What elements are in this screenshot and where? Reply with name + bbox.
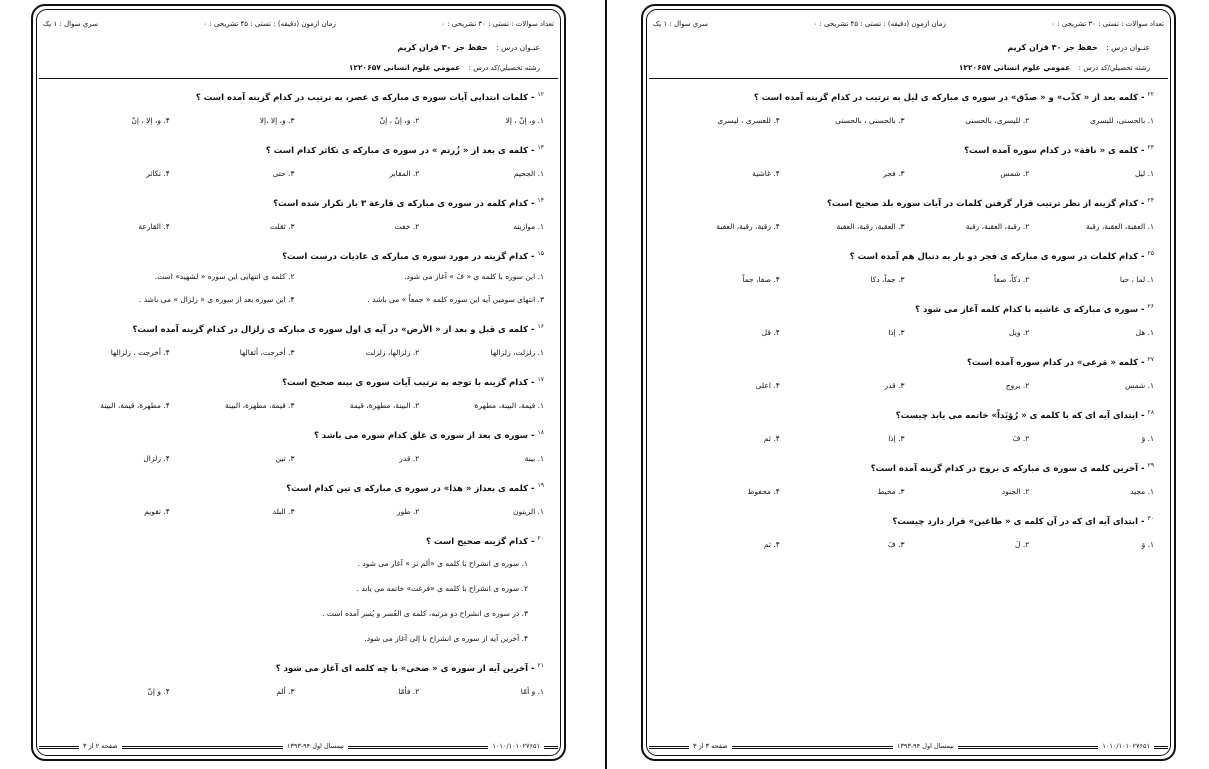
question-text: کلمه ی قبل و بعد از « الأرض» در آیه ی اول سوره ی مبارکه ی زلزال در کدام گزینه آمده است؟ xyxy=(132,324,529,335)
option-1[interactable]: ۱. بالحسنی، للیسری xyxy=(1089,116,1154,125)
num-questions: تعداد سوالات : تستی : ۳۰ تشریحی : ۰ xyxy=(441,20,554,28)
question-23: $^{۲۳}$- کلمه ی « ناقة» در کدام سوره آمده است؟ ۱. لیل ۲. شمس ۳. فجر ۴. غاشیة xyxy=(655,141,1162,181)
course-title: حفظ جز ۳۰ قران کريم xyxy=(1007,43,1098,52)
question-text: کدام کلمه در سوره ی مبارکه ی قارعة ۳ بار تکرار شده است؟ xyxy=(273,198,529,209)
exam-page-2 xyxy=(31,4,566,761)
question-text: کلمات ابتدایی آیات سوره ی مبارکه ی عصر، به ترتیب در کدام گزینه آمده است ؟ xyxy=(195,92,529,103)
exam-time: زمان ازمون (دقیقه) : تستی : ۴۵ تشریحی : ۰ xyxy=(813,20,946,28)
option-4[interactable]: ۴. و، إلا ، إنّ xyxy=(131,116,170,125)
question-text: کلمه ی بعداز « هذا» در سوره ی مبارکه ی تین کدام است؟ xyxy=(286,483,529,494)
option-4[interactable]: ۴. تکاثر xyxy=(146,169,170,178)
question-text: کدام گزینه در مورد سوره ی مبارکه ی عادیات درست است؟ xyxy=(282,251,529,262)
option-4[interactable]: ۴. ثم xyxy=(763,540,780,549)
option-2[interactable]: ۲. کلمه ی انتهایی این سوره « لشهید» است. xyxy=(154,272,295,281)
option-4[interactable]: ۴. آخرین آیه از سوره ی انشراح با إلی آغاز می شود. xyxy=(364,634,528,643)
option-1[interactable]: ۱. الجحیم xyxy=(513,169,544,178)
option-1[interactable]: ۱. وَ xyxy=(1141,540,1154,549)
option-1[interactable]: ۱. سوره ی انشراح با کلمه ی «ألم نز » آغاز می شود . xyxy=(357,559,528,568)
question-text: کدام گزینه صحیح است ؟ xyxy=(426,536,529,547)
question-list xyxy=(45,88,552,699)
option-1[interactable]: ۱. شمس xyxy=(1125,381,1154,390)
footer-code: ۱۰۱۰/۱۰۱۰۲۷۶۵۱ xyxy=(1098,739,1154,753)
option-2[interactable]: ۲. رقبة، العقبة، رقبة xyxy=(965,222,1030,231)
question-14: $^{۱۴}$- کدام کلمه در سوره ی مبارکه ی قارعة ۳ بار تکرار شده است؟ ۱. موازینه ۲. خفت ۳. ثقلت ۴. القارعة xyxy=(45,194,552,234)
question-text: کلمه بعد از « کذّب» و « صدّق» در سوره ی مبارکه ی لیل به ترتیب در کدام گزینه آمده است ؟ xyxy=(753,92,1139,103)
option-3[interactable]: ۳. بالحسنی ، بالحسنی xyxy=(835,116,905,125)
question-22: $^{۲۲}$- کلمه بعد از « کذّب» و « صدّق» در سوره ی مبارکه ی لیل به ترتیب در کدام گزینه آمده است ؟ ۱. بالحسنی، للیسری ۲. للیسری، بالحسنی ۳. بالحسنی ، بالحسنی ۴. للعسری ، لیسری xyxy=(655,88,1162,128)
option-4[interactable]: ۴. أخرجت ، زلزالها xyxy=(110,348,170,357)
question-text: آخرین کلمه ی سوره ی مبارکه ی بروج در کدام گزینه آمده است؟ xyxy=(870,463,1139,474)
course-label: عنـوان درس xyxy=(501,43,540,52)
question-series: سري سوال : ۱ یک xyxy=(43,20,98,28)
option-1[interactable]: ۱. و، إنّ ، إلا xyxy=(505,116,544,125)
page-footer xyxy=(39,739,558,753)
question-20: $^{۲۰}$- کدام گزینه صحیح است ؟ ۱. سوره ی انشراح با کلمه ی «ألم نز » آغاز می شود . ۲. سوره ی انشراح با کلمه ی «فرغت» خاتمه می یابد . ۳. در سوره ی انشراح دو مرتبه، کلمه ی العُسر و یُسر آمده است . ۴. آخرین آیه از سوره ی انشراح با إلی آغاز می شود. xyxy=(45,532,552,646)
page-divider xyxy=(605,0,607,769)
option-3[interactable]: ۳. ألم xyxy=(276,687,295,696)
footer-term: نیمسال اول ۹۴-۱۳۹۳ xyxy=(893,739,958,753)
option-4[interactable]: ۴. رقبة، رقبة، العقبة xyxy=(716,222,780,231)
question-text: کدام گزینه با توجه به ترتیب آیات سوره ی بینه صحیح است؟ xyxy=(282,377,529,388)
option-4[interactable]: ۴. محفوظ xyxy=(747,487,780,496)
exam-page-3 xyxy=(641,4,1176,761)
option-1[interactable]: ۱. العقبة، العقبة، رقبة xyxy=(1085,222,1154,231)
option-3[interactable]: ۳. محیط xyxy=(877,487,905,496)
option-4[interactable]: ۴. و إنّ xyxy=(147,687,170,696)
option-2[interactable]: ۲. ویل xyxy=(1009,328,1030,337)
option-1[interactable]: ۱. موازینه xyxy=(513,222,544,231)
option-3[interactable]: ۳. أخرجت، أثقالها xyxy=(239,348,295,357)
question-16: $^{۱۶}$- کلمه ی قبل و بعد از « الأرض» در آیه ی اول سوره ی مبارکه ی زلزال در کدام گزینه آمده است؟ ۱. زلزلت، زلزالها ۲. زلزالها، زلزلت ۳. أخرجت، أثقالها ۴. أخرجت ، زلزالها xyxy=(45,320,552,360)
question-17: $^{۱۷}$- کدام گزینه با توجه به ترتیب آیات سوره ی بینه صحیح است؟ ۱. قیمة، البینة، مطهرة ۲. البینة، مطهرة، قیمة ۳. قیمة، مطهرة، البینة ۴. مطهرة، قیمة، البینة xyxy=(45,373,552,413)
option-2[interactable]: ۲. الجنود xyxy=(1001,487,1030,496)
footer-term: نیمسال اول ۹۴-۱۳۹۳ xyxy=(283,739,348,753)
option-1[interactable]: ۱. الزیتون xyxy=(512,507,544,516)
option-3[interactable]: ۳. انتهای سومین آیه این سوره کلمه « جمعاً » می باشد . xyxy=(367,295,544,304)
option-2[interactable]: ۲. شمس xyxy=(1000,169,1030,178)
question-18: $^{۱۸}$- سوره ی بعد از سوره ی علق کدام سوره می باشد ؟ ۱. بینة ۲. قدر ۳. تین ۴. زلزال xyxy=(45,426,552,466)
option-2[interactable]: ۲. لَ xyxy=(1015,540,1030,549)
question-text: آخرین آیه از سوره ی « ضحی» با چه کلمه ای آغاز می شود ؟ xyxy=(275,663,529,674)
question-text: سوره ی بعد از سوره ی علق کدام سوره می باشد ؟ xyxy=(314,430,529,441)
question-19: $^{۱۹}$- کلمه ی بعداز « هذا» در سوره ی مبارکه ی تین کدام است؟ ۱. الزیتون ۲. طور ۳. البلد ۴. تقویم xyxy=(45,479,552,519)
option-1[interactable]: ۱. زلزلت، زلزالها xyxy=(490,348,544,357)
option-3[interactable]: ۳. إذا xyxy=(888,328,905,337)
question-29: $^{۲۹}$- آخرین کلمه ی سوره ی مبارکه ی بروج در کدام گزینه آمده است؟ ۱. مجید ۲. الجنود ۳. محیط ۴. محفوظ xyxy=(655,459,1162,499)
page-footer xyxy=(649,739,1168,753)
question-21: $^{۲۱}$- آخرین آیه از سوره ی « ضحی» با چه کلمه ای آغاز می شود ؟ ۱. و أمّا ۲. فأمّا ۳. ألم ۴. و إنّ xyxy=(45,659,552,699)
option-3[interactable]: ۳. در سوره ی انشراح دو مرتبه، کلمه ی العُسر و یُسر آمده است . xyxy=(322,609,528,618)
field-label: رشته تحصيلي/کد درس xyxy=(1083,64,1150,72)
option-1[interactable]: ۱. قیمة، البینة، مطهرة xyxy=(474,401,544,410)
option-4[interactable]: ۴. زلزال xyxy=(143,454,170,463)
option-3[interactable]: ۳. فَ xyxy=(887,540,905,549)
option-3[interactable]: ۳. تین xyxy=(275,454,295,463)
footer-page-number: صفحه ۳ از ۳ xyxy=(689,739,732,753)
option-3[interactable]: ۳. ثقلت xyxy=(269,222,295,231)
field-value: عمومي علوم انساني ۱۲۲۰۶۵۷ xyxy=(348,63,461,72)
option-1[interactable]: ۱. این سوره با کلمه ی « فَ » آغاز می شود. xyxy=(404,272,544,281)
option-2[interactable]: ۲. المقابر xyxy=(389,169,420,178)
question-25: $^{۲۵}$- کدام کلمات در سوره ی مبارکه ی فجر دو بار به دنبال هم آمده است ؟ ۱. لما ، حبا ۲. دکاً، صفاً ۳. جماً، دکا ۴. صفا، جماً xyxy=(655,247,1162,287)
option-4[interactable]: ۴. القارعة xyxy=(138,222,170,231)
question-series: سري سوال : ۱ یک xyxy=(653,20,708,28)
option-3[interactable]: ۳. إذا xyxy=(888,434,905,443)
option-1[interactable]: ۱. و أمّا xyxy=(520,687,544,696)
question-13: $^{۱۳}$- کلمه ی بعد از « زُرتم » در سوره ی مبارکه ی تکاثر کدام است ؟ ۱. الجحیم ۲. المقابر ۳. حتی ۴. تکاثر xyxy=(45,141,552,181)
option-4[interactable]: ۴. قل xyxy=(761,328,780,337)
exam-header: تعداد سوالات : تستی : ۳۰ تشریحی : ۰ زمان ازمون (دقیقه) : تستی : ۴۵ تشریحی : ۰ سري سوال : ۱ یک عنـوان درس : حفظ جز ۳۰ قران کريم رشته تحصيلي/کد درس : عمومي علوم انساني ۱۲۲۰۶۵۷ xyxy=(39,12,558,79)
option-4[interactable]: ۴. اعلی xyxy=(755,381,780,390)
num-questions: تعداد سوالات : تستی : ۳۰ تشریحی : ۰ xyxy=(1051,20,1164,28)
option-3[interactable]: ۳. العقبة، رقبة، العقبة xyxy=(836,222,905,231)
option-4[interactable]: ۴. للعسری ، لیسری xyxy=(717,116,780,125)
option-1[interactable]: ۱. بینة xyxy=(524,454,544,463)
option-2[interactable]: ۲. دکاً، صفاً xyxy=(994,275,1030,284)
question-12: $^{۱۲}$- کلمات ابتدایی آیات سوره ی مبارکه ی عصر، به ترتیب در کدام گزینه آمده است ؟ ۱. و، إنّ ، إلا ۲. و، إنّ ، إنّ ۳. و، إلا ،إلا ۴. و، إلا ، إنّ xyxy=(45,88,552,128)
option-4[interactable]: ۴. تقویم xyxy=(144,507,170,516)
question-26: $^{۲۶}$- سوره ی مبارکه ی غاشیه با کدام کلمه آغاز می شود ؟ ۱. هل ۲. ویل ۳. إذا ۴. قل xyxy=(655,300,1162,340)
question-30: $^{۳۰}$- ابتدای آیه ای که در آن کلمه ی « طاغین» قرار دارد چیست؟ ۱. وَ ۲. لَ ۳. فَ ۴. ثم xyxy=(655,512,1162,552)
option-4[interactable]: ۴. ثم xyxy=(763,434,780,443)
option-3[interactable]: ۳. قیمة، مطهرة، البینة xyxy=(225,401,295,410)
option-3[interactable]: ۳. قدر xyxy=(884,381,905,390)
option-1[interactable]: ۱. لیل xyxy=(1134,169,1154,178)
option-2[interactable]: ۲. البینة، مطهرة، قیمة xyxy=(349,401,420,410)
option-1[interactable]: ۱. مجید xyxy=(1130,487,1154,496)
option-2[interactable]: ۲. زلزالها، زلزلت xyxy=(365,348,420,357)
question-text: کلمه « مَرعی» در کدام سوره آمده است؟ xyxy=(966,357,1139,368)
question-text: کدام گزینه از نظر ترتیب قرار گرفتن کلمات در آیات سوره بلد صحیح است؟ xyxy=(827,198,1139,209)
option-2[interactable]: ۲. و، إنّ ، إنّ xyxy=(379,116,420,125)
option-3[interactable]: ۳. فجر xyxy=(883,169,905,178)
question-list xyxy=(655,88,1162,552)
field-label: رشته تحصيلي/کد درس xyxy=(473,64,540,72)
option-4[interactable]: ۴. غاشیة xyxy=(752,169,780,178)
option-2[interactable]: ۲. خفت xyxy=(394,222,420,231)
question-text: کدام کلمات در سوره ی مبارکه ی فجر دو بار به دنبال هم آمده است ؟ xyxy=(849,251,1139,262)
option-4[interactable]: ۴. صفا، جماً xyxy=(742,275,780,284)
option-3[interactable]: ۳. حتی xyxy=(272,169,295,178)
question-text: سوره ی مبارکه ی غاشیه با کدام کلمه آغاز می شود ؟ xyxy=(915,304,1139,315)
option-3[interactable]: ۳. و، إلا ،إلا xyxy=(259,116,295,125)
option-2[interactable]: ۲. قدر xyxy=(399,454,420,463)
option-2[interactable]: ۲. للیسری، بالحسنی xyxy=(965,116,1030,125)
option-2[interactable]: ۲. فأمّا xyxy=(398,687,420,696)
exam-header: تعداد سوالات : تستی : ۳۰ تشریحی : ۰ زمان ازمون (دقیقه) : تستی : ۴۵ تشریحی : ۰ سري سوال : ۱ یک عنـوان درس : حفظ جز ۳۰ قران کريم رشته تحصيلي/کد درس : عمومي علوم انساني ۱۲۲۰۶۵۷ xyxy=(649,12,1168,79)
exam-time: زمان ازمون (دقیقه) : تستی : ۴۵ تشریحی : ۰ xyxy=(203,20,336,28)
option-3[interactable]: ۳. البلد xyxy=(272,507,295,516)
option-3[interactable]: ۳. جماً، دکا xyxy=(870,275,905,284)
question-text: کلمه ی « ناقة» در کدام سوره آمده است؟ xyxy=(964,145,1139,156)
question-15: $^{۱۵}$- کدام گزینه در مورد سوره ی مبارکه ی عادیات درست است؟ ۱. این سوره با کلمه ی « فَ » آغاز می شود. ۲. کلمه ی انتهایی این سوره « لشهید» است. ۳. انتهای سومین آیه این سوره کلمه « جمعاً » می باشد . ۴. این سوره بعد از سوره ی « زلزال » می باشد . xyxy=(45,247,552,307)
question-text: ابتدای آیه ای که با کلمه ی « رُؤیَداً» خاتمه می یابد چیست؟ xyxy=(895,410,1139,421)
field-value: عمومي علوم انساني ۱۲۲۰۶۵۷ xyxy=(958,63,1071,72)
option-1[interactable]: ۱. وَ xyxy=(1141,434,1154,443)
option-1[interactable]: ۱. لما ، حبا xyxy=(1119,275,1154,284)
question-text: ابتدای آیه ای که در آن کلمه ی « طاغین» قرار دارد چیست؟ xyxy=(892,516,1139,527)
option-2[interactable]: ۲. فَ xyxy=(1012,434,1030,443)
option-4[interactable]: ۴. این سوره بعد از سوره ی « زلزال » می باشد . xyxy=(138,295,295,304)
question-28: $^{۲۸}$- ابتدای آیه ای که با کلمه ی « رُؤیَداً» خاتمه می یابد چیست؟ ۱. وَ ۲. فَ ۳. إذا ۴. ثم xyxy=(655,406,1162,446)
footer-page-number: صفحه ۲ از ۳ xyxy=(79,739,122,753)
option-1[interactable]: ۱. هل xyxy=(1135,328,1154,337)
option-2[interactable]: ۲. بروج xyxy=(1005,381,1030,390)
question-text: کلمه ی بعد از « زُرتم » در سوره ی مبارکه ی تکاثر کدام است ؟ xyxy=(265,145,529,156)
course-title: حفظ جز ۳۰ قران کريم xyxy=(397,43,488,52)
option-2[interactable]: ۲. طور xyxy=(396,507,420,516)
question-27: $^{۲۷}$- کلمه « مَرعی» در کدام سوره آمده است؟ ۱. شمس ۲. بروج ۳. قدر ۴. اعلی xyxy=(655,353,1162,393)
option-4[interactable]: ۴. مطهرة، قیمة، البینة xyxy=(100,401,170,410)
question-24: $^{۲۴}$- کدام گزینه از نظر ترتیب قرار گرفتن کلمات در آیات سوره بلد صحیح است؟ ۱. العقبة، العقبة، رقبة ۲. رقبة، العقبة، رقبة ۳. العقبة، رقبة، العقبة ۴. رقبة، رقبة، العقبة xyxy=(655,194,1162,234)
footer-code: ۱۰۱۰/۱۰۱۰۲۷۶۵۱ xyxy=(488,739,544,753)
option-2[interactable]: ۲. سوره ی انشراح با کلمه ی «فرغت» خاتمه می یابد . xyxy=(356,584,528,593)
course-label: عنـوان درس xyxy=(1111,43,1150,52)
